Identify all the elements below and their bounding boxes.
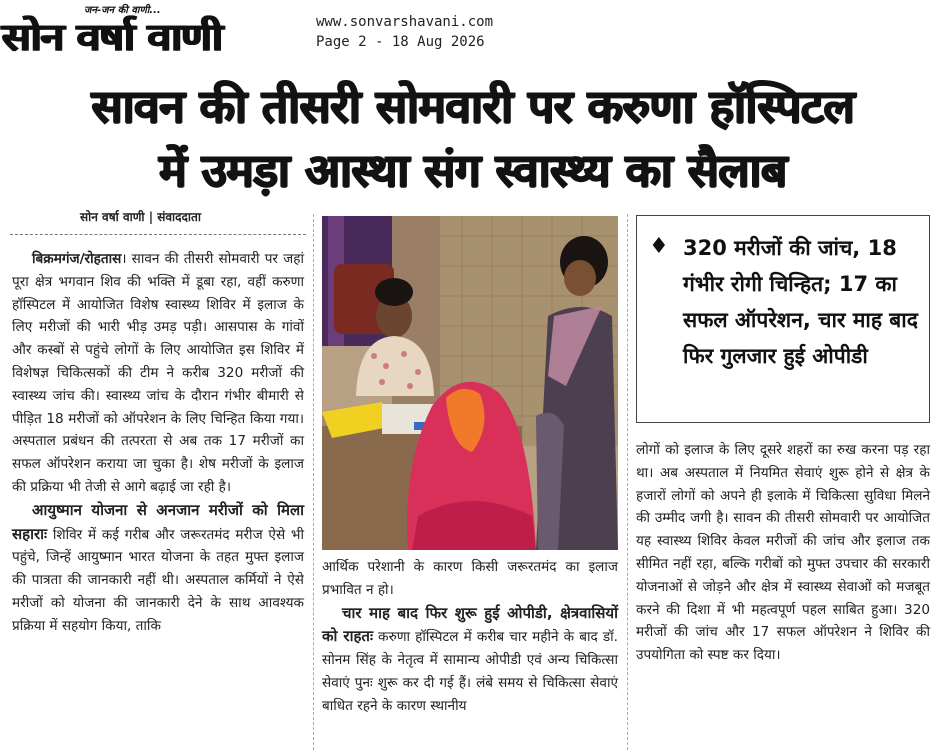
paragraph-text: करुणा हॉस्पिटल में करीब चार महीने के बाद डॉ. सोनम सिंह के नेतृत्व में सामान्य ओपीडी एवं अन्य चिकित्सा सेवाएं पुनः शुरू कर दी गई हैं। लंबे समय से चिकित्सा सेवाएं बाधित रहने के कारण स्थानीय	[322, 629, 618, 714]
headline-line-2: में उमड़ा आस्था संग स्वास्थ्य का सैलाब	[159, 143, 787, 197]
hospital-consultation-photo-icon	[322, 216, 618, 550]
newspaper-logo	[2, 2, 300, 59]
article-paragraph	[322, 602, 618, 718]
byline-divider	[10, 234, 306, 235]
article-column-3	[636, 439, 930, 667]
diamond-bullet-icon: ♦	[649, 234, 669, 259]
headline	[0, 74, 946, 202]
highlight-text: 320 मरीजों की जांच, 18 गंभीर रोगी चिन्हित; 17 का सफल ऑपरेशन, चार माह बाद फिर गुलजार हुई ओपीडी	[683, 236, 918, 368]
article-column-2	[322, 556, 618, 718]
paragraph-text: । सावन की तीसरी सोमवारी पर जहां पूरा क्षेत्र भगवान शिव की भक्ति में डूबा रहा, वहीं करुणा हॉस्पिटल में आयोजित विशेष स्वास्थ्य शिविर में इलाज के लिए मरीजों की भारी भीड़ उमड़ पड़ी। आसपास के गांवों और कस्बों से पहुंचे लोगों के लिए आयोजित इस शिविर में विशेषज्ञ चिकित्सकों की टीम ने करीब 320 मरीजों की स्वास्थ्य जांच की। स्वास्थ्य जांच के दौरान गंभीर बीमारी से पीड़ित 18 मरीजों को ऑपरेशन के लिए चिन्हित किया गया। अस्पताल प्रबंधन की तत्परता से अब तक 17 मरीजों का सफल ऑपरेशन कराया जा चुका है। शेष मरीजों के इलाज की प्रक्रिया भी तेजी से आगे बढ़ाई जा रही है।	[12, 251, 304, 495]
article-paragraph	[12, 499, 304, 638]
subheading: आयुष्मान योजना से अनजान मरीजों को मिला सहाराः	[12, 500, 304, 543]
paragraph-text: शिविर में कई गरीब और जरूरतमंद मरीज ऐसे भी पहुंचे, जिन्हें आयुष्मान भारत योजना के तहत मुफ्त इलाज की पात्रता की जानकारी नहीं थी। अस्पताल कर्मियों ने ऐसे मरीजों को योजना की जानकारी देने के साथ आवश्यक प्रक्रिया में सहयोग किया, ताकि	[12, 526, 304, 634]
article-paragraph: लोगों को इलाज के लिए दूसरे शहरों का रुख करना पड़ रहा था। अब अस्पताल में नियमित सेवाएं शुरू होने से क्षेत्र के हजारों लोगों को अपने ही इलाके में चिकित्सा सुविधा मिलने की उम्मीद जगी है। सावन की तीसरी सोमवारी पर आयोजित यह स्वास्थ्य शिविर केवल मरीजों की जांच और इलाज तक सीमित नहीं रहा, बल्कि गरीबों को मुफ्त उपचार की सरकारी योजनाओं से जोड़ने और क्षेत्र में स्वास्थ्य सेवाओं को मजबूत करने की दिशा में भी महत्वपूर्ण पहल साबित हुआ। 320 मरीजों की जांच और 17 सफल ऑपरेशन ने शिविर की उपयोगिता को स्पष्ट कर दिया।	[636, 442, 930, 664]
page-info: Page 2 - 18 Aug 2026	[316, 34, 485, 50]
article-paragraph: आर्थिक परेशानी के कारण किसी जरूरतमंद का इलाज प्रभावित न हो।	[322, 559, 618, 598]
dateline: बिक्रमगंज/रोहतास	[32, 251, 122, 267]
article-column-1	[12, 248, 304, 638]
website-url[interactable]: www.sonvarshavani.com	[316, 14, 494, 30]
column-divider	[627, 214, 628, 750]
article-photo	[322, 216, 618, 550]
column-divider	[313, 214, 314, 750]
byline: सोन वर्षा वाणी | संवाददाता	[80, 210, 201, 224]
subheading: चार माह बाद फिर शुरू हुई ओपीडी, क्षेत्रवासियों को राहतः	[322, 603, 618, 646]
headline-line-1: सावन की तीसरी सोमवारी पर करुणा हॉस्पिटल	[91, 79, 855, 133]
logo-brand: सोन वर्षा वाणी	[2, 15, 222, 59]
highlight-box	[636, 215, 930, 423]
article-paragraph	[12, 248, 304, 499]
logo-tagline: जन-जन की वाणी...	[84, 5, 161, 16]
site-info	[316, 12, 493, 52]
masthead	[0, 0, 946, 62]
